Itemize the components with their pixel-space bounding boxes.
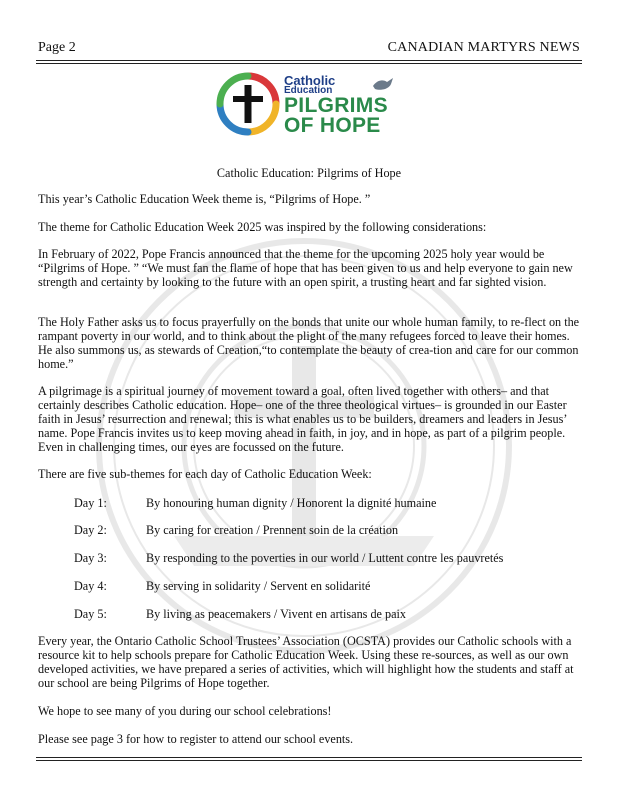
paragraph-inspired: The theme for Catholic Education Week 2025 was inspired by the following considerations: <box>38 220 487 234</box>
day-subtheme: By living as peacemakers / Vivent en artisans de paix <box>146 607 406 621</box>
footer-rule-bottom <box>36 760 582 761</box>
day-subtheme: By honouring human dignity / Honorent la dignité humaine <box>146 496 437 510</box>
day-label: Day 3: <box>74 551 107 565</box>
paragraph-register: Please see page 3 for how to register to attend our school events. <box>38 732 354 746</box>
header-rule-bottom <box>36 63 582 64</box>
catholic-education-logo <box>216 72 402 140</box>
footer-rule-top <box>36 757 582 758</box>
day-label: Day 5: <box>74 607 107 621</box>
newsletter-title: CANADIAN MARTYRS NEWS <box>387 40 580 55</box>
day-subtheme: By responding to the poverties in our world / Luttent contre les pauvretés <box>146 551 504 565</box>
day-label: Day 1: <box>74 496 107 510</box>
logo-pilgrims: PILGRIMS <box>284 94 388 117</box>
day-label: Day 4: <box>74 579 107 593</box>
page-number: Page 2 <box>38 40 76 55</box>
dove-icon <box>371 76 397 94</box>
logo-of-hope: OF HOPE <box>284 114 381 137</box>
logo-education: Education <box>284 85 333 96</box>
page-header <box>38 40 580 58</box>
day-subtheme: By serving in solidarity / Servent en solidarité <box>146 579 371 593</box>
paragraph-pope-announcement: In February of 2022, Pope Francis announced that the theme for the upcoming 2025 holy year would be “Pilgrims of Hope. ” “We must fan the flame of hope that has been given to us and help everyone to gain new strength and certainty by looking to the future with an open spirit, a trusting heart and far sighted vision. <box>38 247 573 289</box>
paragraph-holy-father: The Holy Father asks us to focus prayerfully on the bonds that unite our whole human family, to re-flect on the rampant poverty in our world, and to think about the plight of the many refugees forced to leave their homes. He also summons us, as stewards of Creation,“to contemplate the beauty of crea-tion and care for our common home.” <box>38 315 580 371</box>
cross-ring-logo-icon <box>216 72 280 136</box>
header-rule-top <box>36 60 582 61</box>
paragraph-theme: This year’s Catholic Education Week theme is, “Pilgrims of Hope. ” <box>38 192 371 206</box>
paragraph-celebrations: We hope to see many of you during our school celebrations! <box>38 704 332 718</box>
paragraph-subthemes-intro: There are five sub-themes for each day of Catholic Education Week: <box>38 467 372 481</box>
day-label: Day 2: <box>74 523 107 537</box>
day-subtheme: By caring for creation / Prennent soin de la création <box>146 523 399 537</box>
paragraph-ocsta: Every year, the Ontario Catholic School Trustees’ Association (OCSTA) provides our Catholic schools with a resource kit to help schools prepare for Catholic Education Week. Using these re-sources, as well as our own developed activities, we have prepared a series of activities, which will highlight how the students and staff at our school are being Pilgrims of Hope together. <box>38 634 574 690</box>
paragraph-pilgrimage: A pilgrimage is a spiritual journey of movement toward a goal, often lived together with others– and that certainly describes Catholic education. Hope– one of the three theological virtues– is grounded in our Easter faith in Jesus’ resurrection and renewal; this is what enables us to be builders, dreamers and leaders in Jesus’ name. Pope Francis invites us to keep moving ahead in faith, in joy, and in hope, as part of a pilgrim people. Even in challenging times, our eyes are focussed on the future. <box>38 384 567 454</box>
article-title: Catholic Education: Pilgrims of Hope <box>216 166 402 180</box>
logo-catholic: Catholic <box>284 73 336 88</box>
